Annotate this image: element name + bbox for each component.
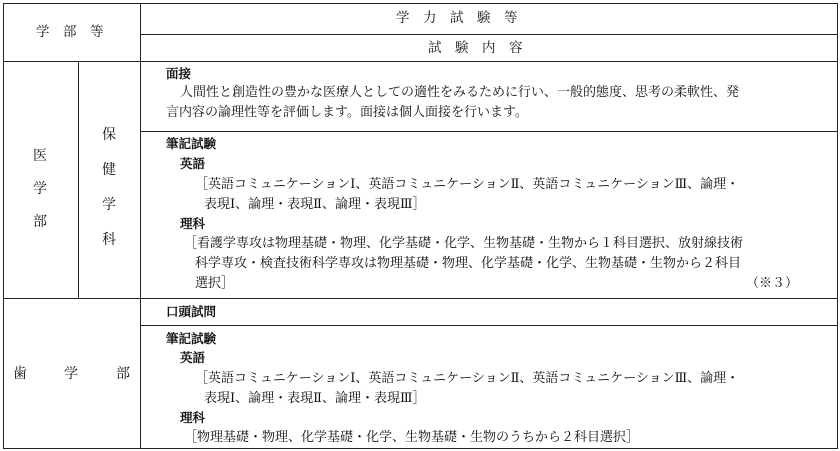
written-exam-heading: 筆記試験	[166, 331, 217, 346]
table-border-left	[3, 3, 4, 449]
science-note: （※３）	[746, 276, 799, 291]
medical-inner-divider	[140, 131, 838, 132]
english-scope-line: 表現Ⅰ、論理・表現Ⅱ、論理・表現Ⅲ］	[204, 197, 426, 212]
science-scope-line: ［看護学専攻は物理基礎・物理、化学基礎・化学、生物基礎・生物から１科目選択、放射線技術	[184, 236, 744, 251]
english-subject-label: 英語	[180, 156, 206, 171]
science-scope-line: 選択］	[195, 276, 235, 291]
table-border-bottom	[3, 448, 838, 449]
english-subject-label: 英語	[180, 350, 206, 365]
interview-text-line: 人間性と創造性の豊かな医療人としての適性をみるために行い、一般的態度、思考の柔軟性、発	[180, 85, 740, 100]
english-scope-line: 表現Ⅰ、論理・表現Ⅱ、論理・表現Ⅲ］	[204, 391, 426, 406]
written-exam-heading: 筆記試験	[166, 136, 217, 151]
interview-heading: 面接	[166, 66, 192, 81]
header-divider	[140, 34, 838, 35]
medical-faculty-label: 医 学 部	[33, 148, 47, 230]
health-sciences-dept-label: 保 健 学 科	[102, 127, 116, 248]
faculty-column-divider	[140, 3, 141, 449]
science-subject-label: 理科	[180, 216, 206, 231]
department-column-divider	[78, 61, 79, 298]
table-border-top	[3, 3, 838, 4]
science-subject-label: 理科	[180, 410, 206, 425]
dental-faculty-char: 学	[64, 366, 78, 382]
dental-inner-divider	[140, 325, 838, 326]
dental-faculty-char: 部	[116, 366, 130, 382]
section-divider	[3, 298, 838, 299]
exam-title-header: 学 力 試 験 等	[396, 10, 518, 26]
table-border-right	[837, 3, 838, 449]
interview-text-line: 言内容の論理性等を評価します。面接は個人面接を行います。	[166, 105, 528, 120]
header-bottom-border	[3, 61, 838, 62]
science-scope-line: 科学専攻・検査技術科学専攻は物理基礎・物理、化学基礎・化学、生物基礎・生物から２科目	[195, 256, 742, 271]
faculty-column-header: 学 部 等	[36, 24, 104, 40]
english-scope-line: ［英語コミュニケーションⅠ、英語コミュニケーションⅡ、英語コミュニケーションⅢ、論理・	[195, 371, 740, 386]
oral-exam-heading: 口頭試問	[166, 304, 217, 319]
dental-faculty-char: 歯	[13, 366, 27, 382]
science-scope-line: ［物理基礎・物理、化学基礎・化学、生物基礎・生物のうちから２科目選択］	[184, 430, 640, 445]
english-scope-line: ［英語コミュニケーションⅠ、英語コミュニケーションⅡ、英語コミュニケーションⅢ、論理・	[195, 177, 740, 192]
exam-content-header: 試 験 内 容	[428, 40, 523, 56]
